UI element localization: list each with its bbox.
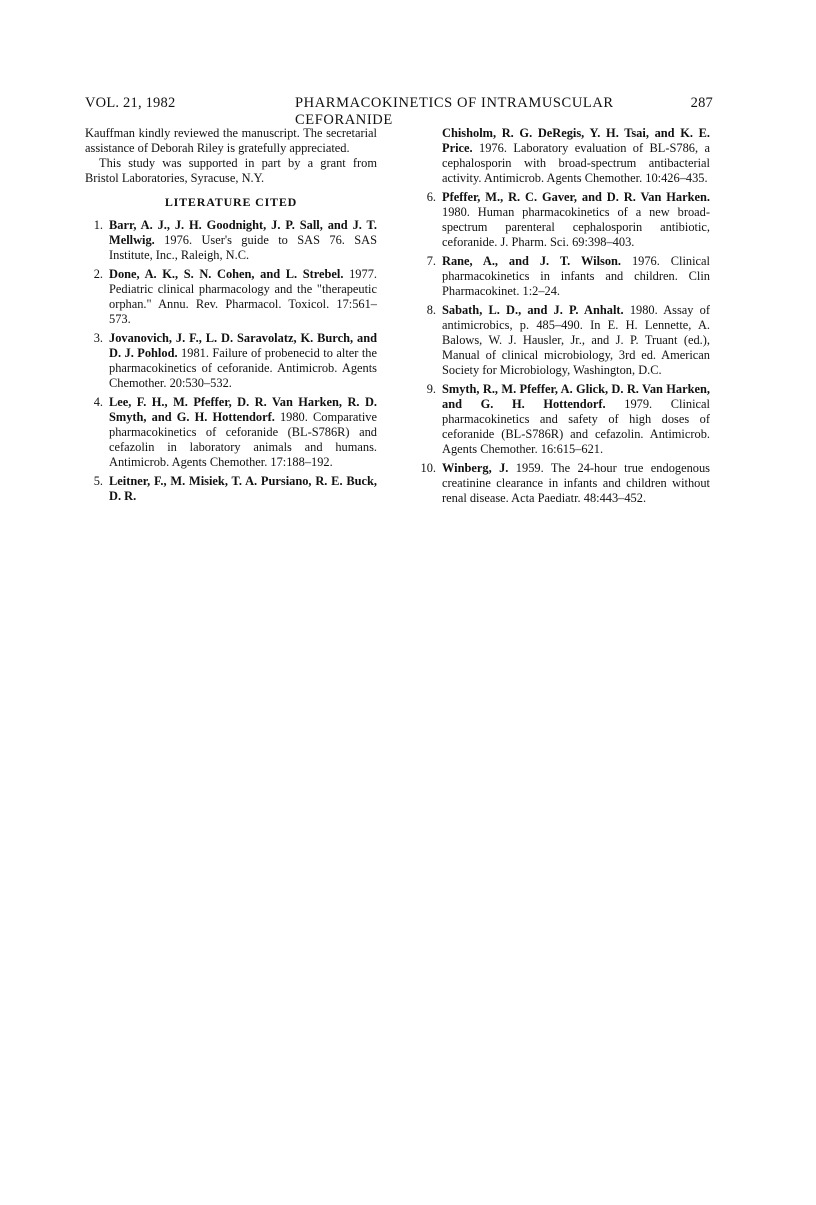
reference-number: 3. bbox=[93, 331, 103, 345]
left-column bbox=[85, 126, 377, 508]
reference-authors: Done, A. K., S. N. Cohen, and L. Strebel. bbox=[109, 267, 344, 281]
reference-authors: Rane, A., and J. T. Wilson. bbox=[442, 254, 622, 268]
reference-item-5 bbox=[85, 474, 377, 504]
reference-number: 7. bbox=[426, 254, 436, 268]
volume-label: VOL. 21, 1982 bbox=[85, 95, 176, 111]
reference-authors: Lee, F. H., M. Pfeffer, D. R. Van Harken, R. D. Smyth, and G. H. Hottendorf. bbox=[109, 395, 377, 424]
reference-item-5-continued bbox=[418, 126, 710, 186]
reference-number: 5. bbox=[93, 474, 103, 488]
reference-authors: Jovanovich, J. F., L. D. Saravolatz, K. Burch, and D. J. Pohlod. bbox=[109, 331, 377, 360]
reference-authors: Winberg, J. bbox=[442, 461, 509, 475]
reference-item-7 bbox=[418, 254, 710, 299]
right-column bbox=[418, 126, 710, 510]
reference-citation: 1976. Laboratory evaluation of BL-S786, a cephalosporin with broad-spectrum antibacterial activity. Antimicrob. Agents Chemother. 10:426–435. bbox=[442, 141, 710, 185]
reference-item-8 bbox=[418, 303, 710, 378]
reference-citation: 1980. Comparative pharmacokinetics of ceforanide (BL-S786R) and cefazolin in laboratory animals and humans. Antimicrob. Agents Chemother. 17:188–192. bbox=[109, 410, 377, 469]
reference-number: 9. bbox=[426, 382, 436, 396]
reference-number: 1. bbox=[93, 218, 103, 232]
funding-paragraph: This study was supported in part by a grant from Bristol Laboratories, Syracuse, N.Y. bbox=[85, 156, 377, 185]
reference-authors: Chisholm, R. G. DeRegis, Y. H. Tsai, and K. E. Price. bbox=[442, 126, 710, 155]
reference-authors: Smyth, R., M. Pfeffer, A. Glick, D. R. Van Harken, and G. H. Hottendorf. bbox=[442, 382, 710, 411]
reference-citation: 1977. Pediatric clinical pharmacology and the "therapeutic orphan." Annu. Rev. Pharmacol. Toxicol. 17:561–573. bbox=[109, 267, 377, 326]
reference-number: 6. bbox=[426, 190, 436, 204]
reference-item-9 bbox=[418, 382, 710, 457]
reference-citation: 1976. User's guide to SAS 76. SAS Institute, Inc., Raleigh, N.C. bbox=[109, 233, 377, 262]
reference-citation: 1980. Assay of antimicrobics, p. 485–490. In E. H. Lennette, A. Balows, W. J. Hausler, Jr., and J. P. Truant (ed.), Manual of clinical microbiology, 3rd ed. American Society for Microbiology, Washington, D.C. bbox=[442, 303, 710, 377]
reference-citation: 1979. Clinical pharmacokinetics and safety of high doses of ceforanide (BL-S786R) and cefazolin. Antimicrob. Agents Chemother. 16:615–621. bbox=[442, 397, 710, 456]
reference-authors: Pfeffer, M., R. C. Gaver, and D. R. Van Harken. bbox=[442, 190, 710, 204]
literature-cited-heading: LITERATURE CITED bbox=[164, 195, 298, 209]
acknowledgment-paragraph: Kauffman kindly reviewed the manuscript. The secretarial assistance of Deborah Riley is gratefully appreciated. bbox=[85, 126, 377, 155]
reference-list-left bbox=[85, 218, 377, 504]
reference-number: 2. bbox=[93, 267, 103, 281]
page-number: 287 bbox=[690, 95, 713, 111]
running-title: PHARMACOKINETICS OF INTRAMUSCULAR CEFORANIDE bbox=[295, 95, 614, 128]
running-header bbox=[85, 95, 713, 128]
reference-citation: 1981. Failure of probenecid to alter the pharmacokinetics of ceforanide. Antimicrob. Agents Chemother. 20:530–532. bbox=[109, 346, 377, 390]
reference-number: 8. bbox=[426, 303, 436, 317]
reference-authors: Sabath, L. D., and J. P. Anhalt. bbox=[442, 303, 624, 317]
reference-item-6 bbox=[418, 190, 710, 250]
reference-list-right bbox=[418, 126, 710, 506]
reference-number: 10. bbox=[420, 461, 436, 475]
reference-citation: 1959. The 24-hour true endogenous creatinine clearance in infants and children without renal disease. Acta Paediatr. 48:443–452. bbox=[442, 461, 710, 505]
reference-citation: 1980. Human pharmacokinetics of a new broad-spectrum parenteral cephalosporin antibiotic, ceforanide. J. Pharm. Sci. 69:398–403. bbox=[442, 205, 710, 249]
reference-authors: Barr, A. J., J. H. Goodnight, J. P. Sall, and J. T. Mellwig. bbox=[109, 218, 377, 247]
reference-item-1 bbox=[85, 218, 377, 263]
reference-number: 4. bbox=[93, 395, 103, 409]
reference-authors: Leitner, F., M. Misiek, T. A. Pursiano, R. E. Buck, D. R. bbox=[109, 474, 377, 503]
reference-item-10 bbox=[418, 461, 710, 506]
reference-item-3 bbox=[85, 331, 377, 391]
reference-item-2 bbox=[85, 267, 377, 327]
reference-item-4 bbox=[85, 395, 377, 470]
reference-citation: 1976. Clinical pharmacokinetics in infants and children. Clin Pharmacokinet. 1:2–24. bbox=[442, 254, 710, 298]
